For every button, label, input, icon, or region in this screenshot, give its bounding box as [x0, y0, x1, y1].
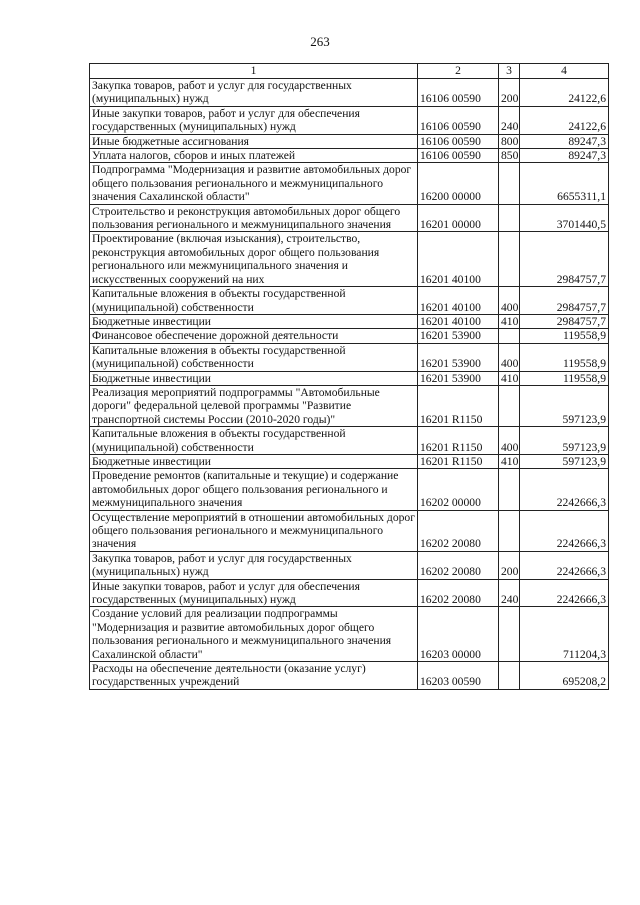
row-type [499, 510, 520, 551]
row-name: Закупка товаров, работ и услуг для государственных (муниципальных) нужд [90, 79, 418, 107]
row-name: Капитальные вложения в объекты государственной (муниципальной) собственности [90, 427, 418, 455]
row-amount: 119558,9 [520, 329, 609, 343]
row-name: Проектирование (включая изыскания), строительство, реконструкция автомобильных дорог общего пользования регионального или межмуниципального значения и искусственных сооружений на них [90, 232, 418, 287]
row-amount: 2242666,3 [520, 510, 609, 551]
row-type [499, 163, 520, 204]
table-row [90, 385, 609, 426]
row-type [499, 469, 520, 510]
header-col-4: 4 [520, 64, 609, 79]
table-row [90, 510, 609, 551]
table-row [90, 106, 609, 134]
row-name: Создание условий для реализации подпрограммы "Модернизация и развитие автомобильных дорог общего пользования регионального и межмуниципального значения Сахалинской области" [90, 607, 418, 662]
table-row [90, 314, 609, 328]
row-code: 16201 53900 [418, 371, 499, 385]
row-name: Расходы на обеспечение деятельности (оказание услуг) государственных учреждений [90, 662, 418, 690]
table-row [90, 579, 609, 607]
row-name: Осуществление мероприятий в отношении автомобильных дорог общего пользования регионального и межмуниципального значения [90, 510, 418, 551]
page-number: 263 [310, 34, 330, 49]
row-type [499, 232, 520, 287]
row-name: Финансовое обеспечение дорожной деятельности [90, 329, 418, 343]
row-name: Реализация мероприятий подпрограммы "Автомобильные дороги" федеральной целевой программы "Развитие транспортной системы России (2010-2020 годы)" [90, 385, 418, 426]
row-amount: 119558,9 [520, 343, 609, 371]
row-code: 16201 40100 [418, 314, 499, 328]
header-col-3: 3 [499, 64, 520, 79]
row-amount: 2242666,3 [520, 579, 609, 607]
row-name: Иные бюджетные ассигнования [90, 134, 418, 148]
row-amount: 6655311,1 [520, 163, 609, 204]
row-type: 850 [499, 149, 520, 163]
row-amount: 89247,3 [520, 134, 609, 148]
table-row [90, 149, 609, 163]
row-type: 400 [499, 427, 520, 455]
header-col-2: 2 [418, 64, 499, 79]
row-name: Иные закупки товаров, работ и услуг для обеспечения государственных (муниципальных) нужд [90, 106, 418, 134]
header-col-1: 1 [90, 64, 418, 79]
row-name: Проведение ремонтов (капитальные и текущие) и содержание автомобильных дорог общего пользования регионального и межмуниципального значения [90, 469, 418, 510]
table-row [90, 163, 609, 204]
row-name: Бюджетные инвестиции [90, 314, 418, 328]
row-name: Бюджетные инвестиции [90, 371, 418, 385]
row-name: Строительство и реконструкция автомобильных дорог общего пользования регионального и межмуниципального значения [90, 204, 418, 232]
row-type: 200 [499, 551, 520, 579]
row-amount: 3701440,5 [520, 204, 609, 232]
row-type [499, 329, 520, 343]
table-body [90, 79, 609, 690]
row-code: 16202 00000 [418, 469, 499, 510]
row-code: 16203 00000 [418, 607, 499, 662]
row-code: 16201 00000 [418, 204, 499, 232]
row-amount: 2984757,7 [520, 314, 609, 328]
row-type: 410 [499, 371, 520, 385]
row-amount: 695208,2 [520, 662, 609, 690]
row-name: Уплата налогов, сборов и иных платежей [90, 149, 418, 163]
table-row [90, 662, 609, 690]
row-code: 16201 40100 [418, 232, 499, 287]
row-amount: 89247,3 [520, 149, 609, 163]
row-amount: 711204,3 [520, 607, 609, 662]
row-amount: 597123,9 [520, 427, 609, 455]
table-row [90, 79, 609, 107]
row-name: Бюджетные инвестиции [90, 454, 418, 468]
row-code: 16201 40100 [418, 287, 499, 315]
table-row [90, 343, 609, 371]
row-amount: 24122,6 [520, 79, 609, 107]
row-code: 16203 00590 [418, 662, 499, 690]
row-amount: 119558,9 [520, 371, 609, 385]
budget-table [89, 63, 609, 690]
row-name: Иные закупки товаров, работ и услуг для обеспечения государственных (муниципальных) нужд [90, 579, 418, 607]
row-code: 16106 00590 [418, 149, 499, 163]
row-code: 16202 20080 [418, 510, 499, 551]
row-type [499, 662, 520, 690]
table-row [90, 329, 609, 343]
table-row [90, 232, 609, 287]
table-header-row [90, 64, 609, 79]
row-code: 16201 53900 [418, 343, 499, 371]
row-amount: 597123,9 [520, 385, 609, 426]
row-code: 16201 R1150 [418, 427, 499, 455]
row-code: 16106 00590 [418, 106, 499, 134]
row-amount: 597123,9 [520, 454, 609, 468]
row-code: 16201 R1150 [418, 454, 499, 468]
row-type: 410 [499, 314, 520, 328]
row-amount: 2984757,7 [520, 287, 609, 315]
row-name: Закупка товаров, работ и услуг для государственных (муниципальных) нужд [90, 551, 418, 579]
row-code: 16200 00000 [418, 163, 499, 204]
table-row [90, 371, 609, 385]
table-row [90, 607, 609, 662]
row-type: 400 [499, 287, 520, 315]
row-name: Капитальные вложения в объекты государственной (муниципальной) собственности [90, 343, 418, 371]
row-code: 16201 53900 [418, 329, 499, 343]
row-type: 240 [499, 106, 520, 134]
table-row [90, 469, 609, 510]
table-row [90, 204, 609, 232]
row-name: Капитальные вложения в объекты государственной (муниципальной) собственности [90, 287, 418, 315]
row-type: 400 [499, 343, 520, 371]
row-code: 16202 20080 [418, 551, 499, 579]
row-code: 16202 20080 [418, 579, 499, 607]
row-type: 200 [499, 79, 520, 107]
row-code: 16106 00590 [418, 134, 499, 148]
table-row [90, 427, 609, 455]
row-amount: 24122,6 [520, 106, 609, 134]
table-row [90, 454, 609, 468]
row-amount: 2242666,3 [520, 469, 609, 510]
table-row [90, 551, 609, 579]
row-type [499, 204, 520, 232]
row-type [499, 385, 520, 426]
row-type: 240 [499, 579, 520, 607]
table-row [90, 134, 609, 148]
row-type: 410 [499, 454, 520, 468]
table-row [90, 287, 609, 315]
row-code: 16201 R1150 [418, 385, 499, 426]
row-amount: 2984757,7 [520, 232, 609, 287]
row-amount: 2242666,3 [520, 551, 609, 579]
row-type [499, 607, 520, 662]
row-code: 16106 00590 [418, 79, 499, 107]
row-name: Подпрограмма "Модернизация и развитие автомобильных дорог общего пользования регионального и межмуниципального значения Сахалинской области" [90, 163, 418, 204]
row-type: 800 [499, 134, 520, 148]
